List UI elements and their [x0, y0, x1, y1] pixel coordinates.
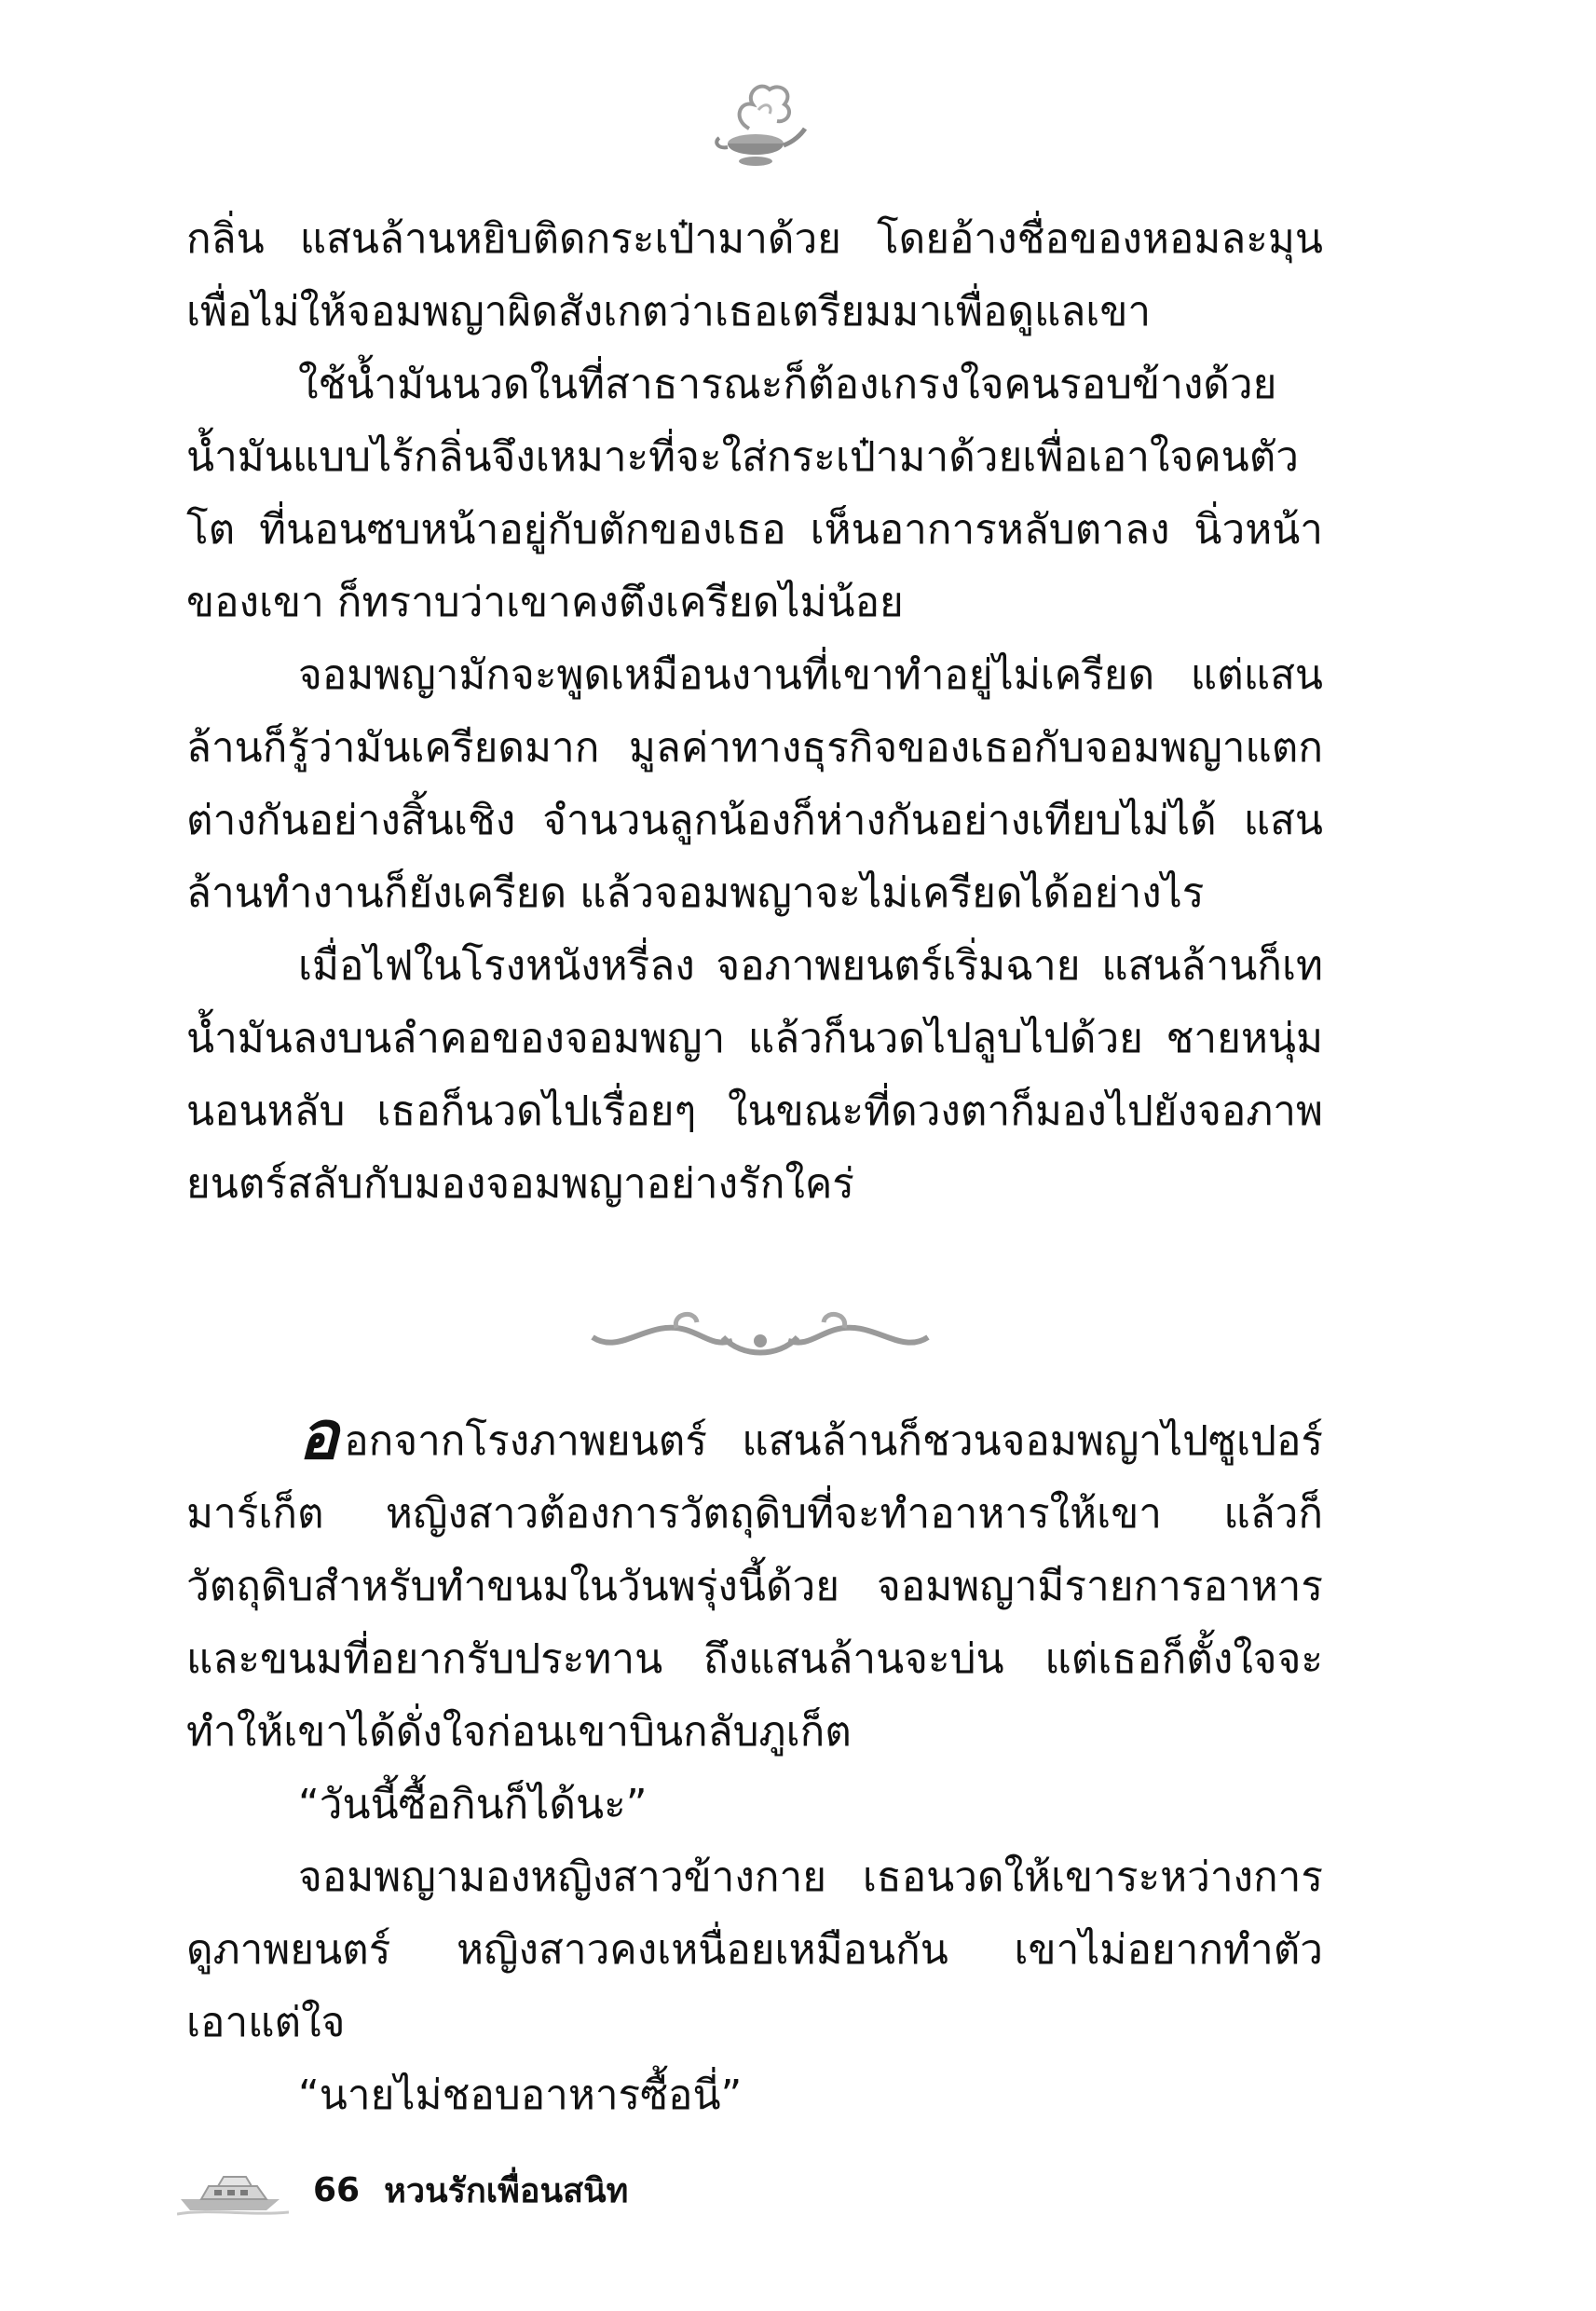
yacht-icon: [177, 2162, 289, 2218]
paragraph-8: “นายไม่ชอบอาหารซื้อนี่”: [298, 2072, 743, 2119]
book-title: หวนรักเพื่อนสนิท: [384, 2171, 629, 2210]
page-number: 66: [313, 2170, 361, 2209]
paragraph-5: [186, 1395, 1323, 1769]
section-one: [186, 203, 1323, 1221]
paragraph-5-text: อกจากโรงภาพยนตร์ แสนล้านก็ชวนจอมพญาไปซูเปอร์มาร์เก็ต หญิงสาวต้องการวัตถุดิบที่จะทำอาหารให้เขา แล้วก็วัตถุดิบสำหรับทำขนมในวันพรุ่งนี้ด้วย จอมพญามีรายการอาหารและขนมที่อยากรับประทาน ถึงแสนล้านจะบ่น แต่เธอก็ตั้งใจจะทำให้เขาได้ดั่งใจก่อนเขาบินกลับภูเก็ต: [186, 1417, 1323, 1756]
paragraph-6: “วันนี้ซื้อกินก็ได้นะ”: [298, 1781, 648, 1828]
paragraph-3: จอมพญามักจะพูดเหมือนงานที่เขาทำอยู่ไม่เครียด แต่แสนล้านก็รู้ว่ามันเครียดมาก มูลค่าทางธุรกิจของเธอกับจอมพญาแตกต่างกันอย่างสิ้นเชิง จำนวนลูกน้องก็ห่างกันอย่างเทียบไม่ได้ แสนล้านทำงานก็ยังเครียด แล้วจอมพญาจะไม่เครียดได้อย่างไร: [186, 651, 1323, 917]
paragraph-7: จอมพญามองหญิงสาวข้างกาย เธอนวดให้เขาระหว่างการดูภาพยนตร์ หญิงสาวคงเหนื่อยเหมือนกัน เขาไม่อยากทำตัวเอาแต่ใจ: [186, 1853, 1323, 2046]
drop-cap: อ: [298, 1395, 339, 1474]
paragraph-4: เมื่อไฟในโรงหนังหรี่ลง จอภาพยนตร์เริ่มฉาย แสนล้านก็เทน้ำมันลงบนลำคอของจอมพญา แล้วก็นวดไปลูบไปด้วย ชายหนุ่มนอนหลับ เธอก็นวดไปเรื่อยๆ ในขณะที่ดวงตาก็มองไปยังจอภาพยนตร์สลับกับมองจอมพญาอย่างรักใคร่: [186, 942, 1323, 1208]
magic-lamp-icon: [704, 73, 807, 175]
scroll-ornament-divider: [583, 1300, 937, 1365]
page-footer: [177, 2153, 628, 2227]
paragraph-2: ใช้น้ำมันนวดในที่สาธารณะก็ต้องเกรงใจคนรอบข้างด้วย น้ำมันแบบไร้กลิ่นจึงเหมาะที่จะใส่กระเป๋ามาด้วยเพื่อเอาใจคนตัวโต ที่นอนซบหน้าอยู่กับตักของเธอ เห็นอาการหลับตาลง นิ่วหน้าของเขา ก็ทราบว่าเขาคงตึงเครียดไม่น้อย: [186, 361, 1323, 626]
paragraph-1: กลิ่น แสนล้านหยิบติดกระเป๋ามาด้วย โดยอ้างชื่อของหอมละมุน เพื่อไม่ให้จอมพญาผิดสังเกตว่าเธอเตรียมมาเพื่อดูแลเขา: [186, 215, 1323, 335]
section-two: [186, 1395, 1323, 2132]
